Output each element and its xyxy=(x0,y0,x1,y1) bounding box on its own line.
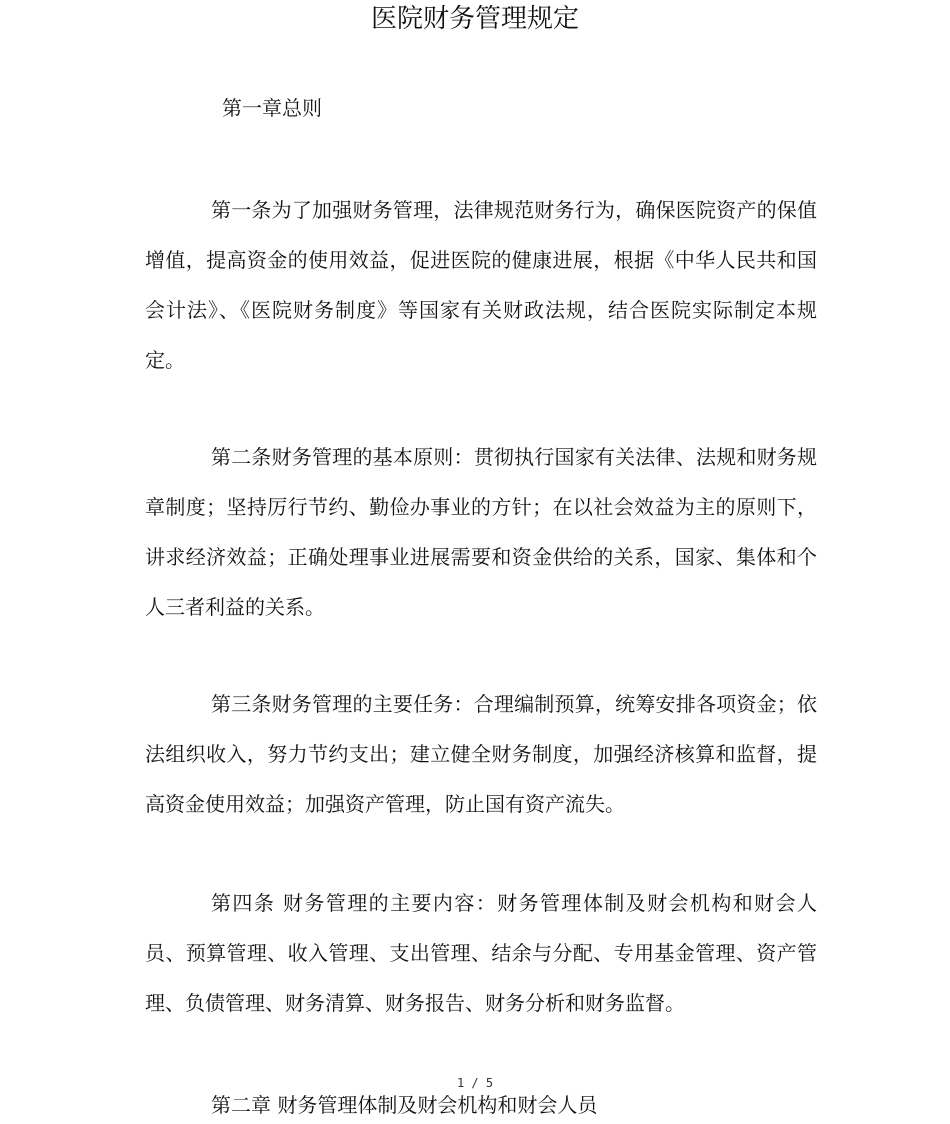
chapter-2-heading: 第二章 财务管理体制及财会机构和财会人员 xyxy=(211,1093,598,1117)
article-1-paragraph: 第一条为了加强财务管理，法律规范财务行为，确保医院资产的保值增值，提高资金的使用效益，促进医院的健康进展，根据《中华人民共和国会计法》、《医院财务制度》等国家有关财政法规，结合医院实际制定本规定。 xyxy=(145,198,817,372)
article-3-paragraph: 第三条财务管理的主要任务：合理编制预算，统筹安排各项资金；依法组织收入，努力节约支出；建立健全财务制度，加强经济核算和监督，提高资金使用效益；加强资产管理，防止国有资产流失。 xyxy=(145,692,817,816)
chapter-1-heading: 第一章总则 xyxy=(222,96,322,120)
article-4-paragraph: 第四条 财务管理的主要内容：财务管理体制及财会机构和财会人员、预算管理、收入管理、支出管理、结余与分配、专用基金管理、资产管理、负债管理、财务清算、财务报告、财务分析和财务监督。 xyxy=(145,891,817,1015)
page-number: 1 / 5 xyxy=(456,1076,494,1090)
article-2-paragraph: 第二条财务管理的基本原则：贯彻执行国家有关法律、法规和财务规章制度；坚持厉行节约、勤俭办事业的方针；在以社会效益为主的原则下，讲求经济效益；正确处理事业进展需要和资金供给的关系，国家、集体和个人三者利益的关系。 xyxy=(145,445,817,619)
document-title: 医院财务管理规定 xyxy=(370,4,579,34)
